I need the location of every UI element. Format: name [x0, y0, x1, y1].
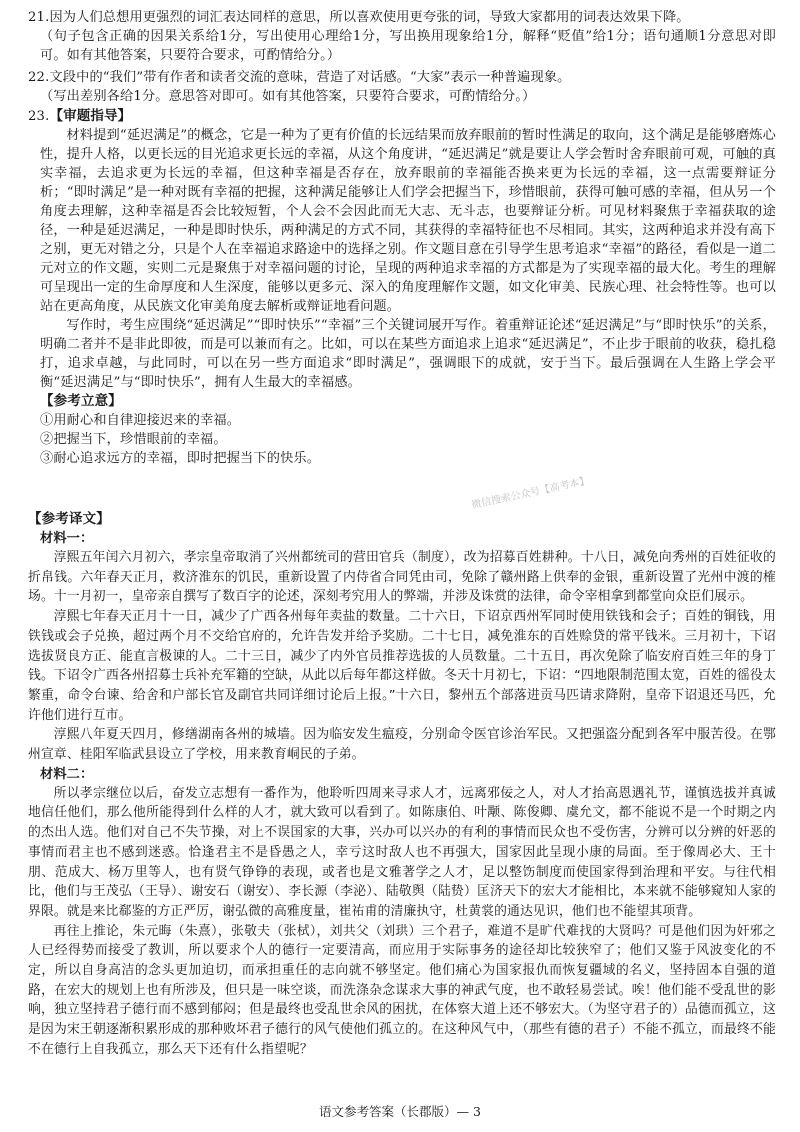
page-footer: 语文参考答案（长郡版）— 3 [319, 1104, 481, 1119]
q22-answer: 22.文段中的“我们”带有作者和读者交流的意味，营造了对话感。“大家”表示一种普遍现象。 [28, 70, 571, 85]
reference-idea: ②把握当下，珍惜眼前的幸福。 [40, 432, 227, 447]
material-1-paragraph: 淳熙八年夏天四月，修缮湖南各州的城墙。因为临安发生瘟疫，分别命令医官诊治军民。又把强盗分配到各军中服苦役。在鄂州宣章、桂阳军临武县设立了学校，用来教育峒民的子弟。 [28, 727, 776, 763]
q23-reference-heading: 【参考立意】 [40, 393, 122, 409]
q21-answer: 21.因为人们总想用更强烈的词汇表达同样的意思，所以喜欢使用更夸张的词，导致大家都用的词表达效果下降。 [28, 10, 690, 25]
q23-writing-paragraph: 写作时，考生应围绕“延迟满足”“即时快乐”“幸福”三个关键词展开写作。着重辩证论述“延迟满足”与“即时快乐”的关系，明确二者并不是非此即彼，而是可以兼而有之。比如，可以在某些方面追求上追求“延迟满足”，不止步于眼前的收获，稳扎稳打，追求卓越，与此同时，可以在另一些方面追求“即时满足”，强调眼下的成就，安于当下。最后强调在人生路上学会平衡“延迟满足”与“即时快乐”，拥有人生最大的幸福感。 [40, 318, 776, 390]
reference-idea: ①用耐心和自律迎接迟来的幸福。 [40, 413, 241, 428]
material-2-paragraph: 再往上推论，朱元晦（朱熹），张敬夫（张栻），刘共父（刘珙）三个君子，难道不是旷代难找的大贤吗？可是他们因为奸邪之人已经得势而接受了教训，所以要求个人的德行一定要清高，而应用于实际事务的途径却比较狭窄了；他们又鉴于风波变化的不定，所以自身高洁的念头更加迫切，而承担重任的志向就不够坚定。他们痛心为国家报仇而恢复疆域的名义，坚持固本自强的道路，在宏大的规划上也有所涉及，但只是一味空谈，而洗涤杂念谋求大事的神武气度，也不敢轻易尝试。唉！他们能不受乱世的影响，独立坚持君子德行而不感到郁闷；但是最终也受乱世余风的困扰，在体察大道上还不够宏大。（为坚守君子的）品德而孤立，这是因为宋王朝逐渐积累形成的那种败坏君子德行的风气使他们孤立的。在这种风气中，（那些有德的君子）不能不孤立，而最终不能不在德行上自我孤立，那么天下还有什么指望呢？ [28, 923, 776, 1057]
material-1-paragraph: 淳熙五年闰六月初六，孝宗皇帝取消了兴州都统司的营田官兵（制度），改为招募百姓耕种。十八日，减免向秀州的百姓征收的折帛钱。六年春天正月，救济淮东的饥民，重新设置了内侍省合同凭由司，免除了赣州路上供奉的金银，重新设置了光州中渡的榷场。十一月初一，皇帝亲自撰写了数百字的论述，深刻考究用人的弊端，并涉及诛赏的法律，命令宰相拿到都堂向众臣们展示。 [28, 550, 776, 605]
material-2-title: 材料二： [40, 766, 94, 782]
material-2-paragraph: 所以孝宗继位以后，奋发立志想有一番作为，他聆听四周来寻求人才，远离邪佞之人，对人才抬高恩遇礼节，谨慎选拔并真诚地信任他们，那么他所能得到什么样的人才，就大致可以看到了。如陈康伯、叶颙、陈俊卿、虞允文，都不能说不是一个时期之内的杰出人选。他们对自己不失节操，对上不误国家的大事，兴办可以兴办的有利的事情而民众也不受伤害，分辨可以分辨的奸恶的事情而君主也不感到迷惑。恰逢君主不是昏愚之人，幸亏这时敌人也不再强大，国家因此呈现小康的局面。至于像周必大、王十朋、范成大、杨万里等人，也有贤气铮铮的表现，或者也是文雅著学之人才，足以整饬制度而使国家得到治理和平安。与往代相比，他们与王茂弘（王导）、谢安石（谢安）、李长源（李泌）、陆敬舆（陆贽）匡济天下的宏大才能相比，本来就不能够窥知人家的界限。就是来比郗鉴的方正严厉，谢弘微的高雅度量，崔祐甫的清廉执守，杜黄裳的通达见识，他们也不能望其项背。 [28, 785, 776, 919]
question-23 [28, 107, 776, 468]
q21-scoring-note: （句子包含正确的因果关系给1分，写出使用心理给1分，写出换用现象给1分，解释“贬值”给1分；语句通顺1分意思对即可。如有其他答案，只要符合要求，可酌情给分。） [40, 29, 776, 63]
material-1-paragraph: 淳熙七年春天正月十一日，减少了广西各州每年卖盐的数量。二十六日，下诏京西州军同时使用铁钱和会子；百姓的铜钱，用铁钱或会子兑换，超过两个月不交给官府的，允许告发并给予奖励。二十七日，减免淮东的百姓赊贷的常平钱米。三月初十，下诏选拔贤良方正、能直言极谏的人。二十三日，减少了内外官员推荐选拔的人员数量。二十五日，再次免除了临安府百姓三年的身丁钱。下诏令广西各州招募士兵补充军籍的空缺，从此以后每年都这样做。冬天十月初七，下诏：“四地限制范围太宽，百姓的徭役太繁重，命令台谏、给舍和户部长官及副官共同详细讨论后上报。”十六日，黎州五个部落进贡马匹请求降附，皇帝下诏退还马匹，允许他们进行互市。 [28, 609, 776, 723]
material-1-title: 材料一： [40, 531, 94, 546]
question-22 [28, 68, 776, 106]
reference-idea: ③耐心追求远方的幸福，即时把握当下的快乐。 [40, 451, 321, 466]
watermark: 微信搜索公众号【高考本】 [470, 475, 591, 512]
translation-section [28, 510, 776, 1060]
question-21 [28, 8, 776, 65]
translation-heading: 【参考译文】 [28, 511, 110, 527]
q23-guidance-paragraph: 材料提到“延迟满足”的概念，它是一种为了更有价值的长远结果而放弃眼前的暂时性满足的取向，这个满足是能够磨炼心性，提升人格，以更长远的目光追求更长远的幸福，从这个角度讲，“延迟满足”就是要让人学会暂时舍弃眼前可观，可触的真实幸福，去追求更为长远的幸福，但这种幸福是否存在，放弃眼前的幸福能否换来更为长远的幸福，这一点需要辩证分析；“即时满足”是一种对既有幸福的把握，这种满足能够让人们学会把握当下，珍惜眼前，获得可触可感的幸福，但从另一个角度去理解，这种幸福是否会比较短暂，个人会不会因此而无大志、无斗志，也要辩证分析。可见材料聚焦于幸福获取的途径，一种是延迟满足，一种是即时快乐，两种满足的方式不同，其获得的幸福特征也不尽相同。其实，这两种追求并没有高下之别，更无对错之分，只是个人在幸福追求路途中的选择之别。作文题目意在引导学生思考追求“幸福”的路径，看似是一道二元对立的作文题，实则二元是聚焦于对幸福问题的讨论，呈现的两种追求幸福的方式都是为了实现幸福的最大化。考生的理解可呈现出一定的生命厚度和人生深度，能够以更多元、深入的角度理解作文题，如文化审美、民族心理、社会特性等。也可以站在更高角度，从民族文化审美角度去解析或辩证地看问题。 [40, 128, 776, 314]
q22-scoring-note: （写出差别各给1分。意思答对即可。如有其他答案，只要符合要求，可酌情给分。） [40, 89, 536, 104]
q23-heading: 23.【审题指导】 [28, 108, 132, 124]
